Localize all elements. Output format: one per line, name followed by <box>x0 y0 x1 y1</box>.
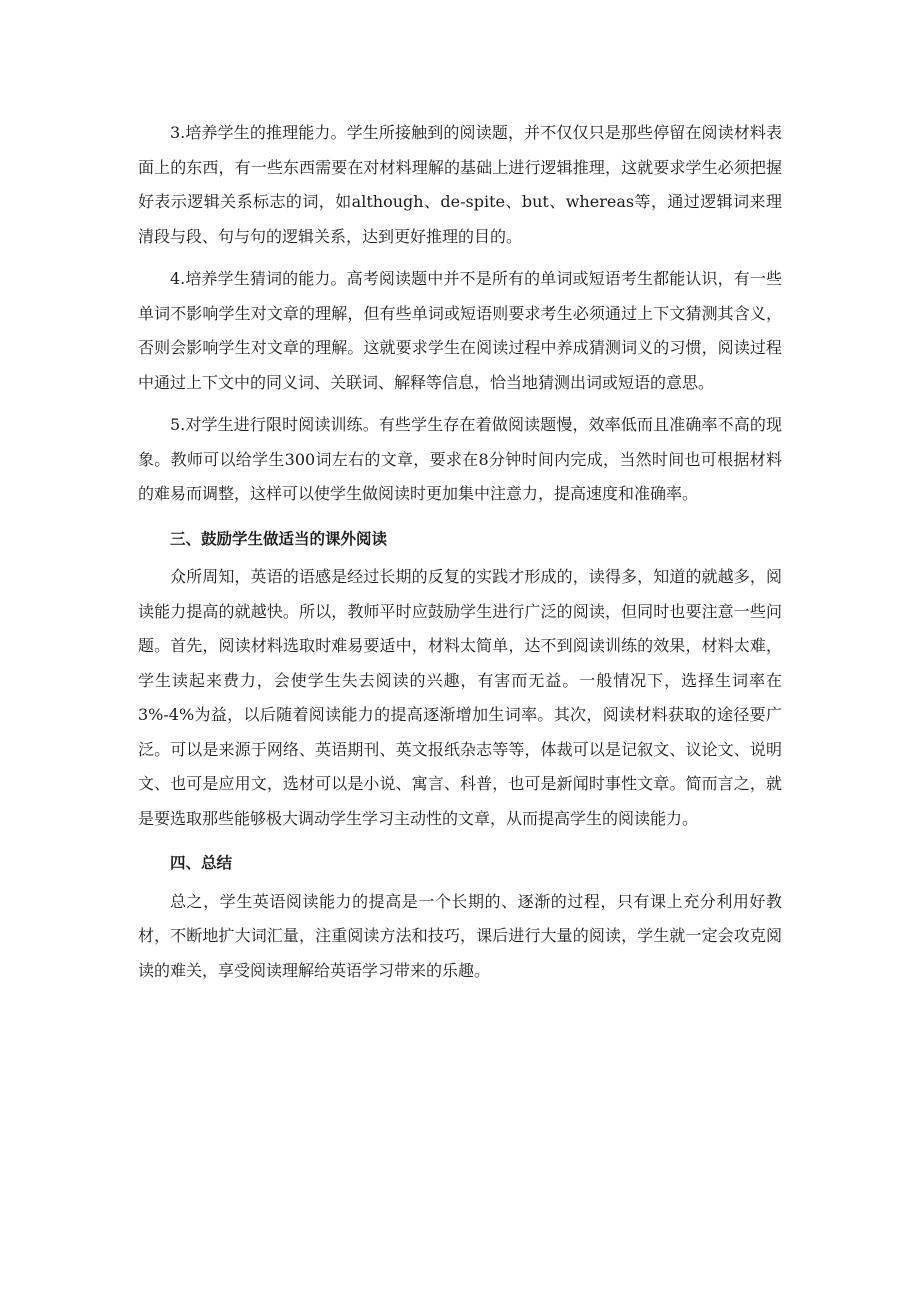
section-heading-extracurricular-reading: 三、鼓励学生做适当的课外阅读 <box>170 529 388 548</box>
paragraph-extracurricular-reading: 众所周知，英语的语感是经过长期的反复的实践才形成的，读得多，知道的就越多，阅读能力提高的就越快。所以，教师平时应鼓励学生进行广泛的阅读，但同时也要注意一些问题。首先，阅读材料选取时难易要适中，材料太简单，达不到阅读训练的效果，材料太难，学生读起来费力，会使学生失去阅读的兴趣，有害而无益。一般情况下，选择生词率在3%-4%为益，以后随着阅读能力的提高逐渐增加生词率。其次，阅读材料获取的途径要广泛。可以是来源于网络、英语期刊、英文报纸杂志等等，体裁可以是记叙文、议论文、说明文、也可是应用文，选材可以是小说、寓言、科普，也可是新闻时事性文章。简而言之，就是要选取那些能够极大调动学生学习主动性的文章，从而提高学生的阅读能力。 <box>138 567 782 828</box>
paragraph-word-guessing: 4.培养学生猜词的能力。高考阅读题中并不是所有的单词或短语考生都能认识，有一些单词不影响学生对文章的理解，但有些单词或短语则要求考生必须通过上下文猜测其含义，否则会影响学生对文章的理解。这就要求学生在阅读过程中养成猜测词义的习惯，阅读过程中通过上下文中的同义词、关联词、解释等信息，恰当地猜测出词或短语的意思。 <box>138 269 782 392</box>
paragraph-timed-reading: 5.对学生进行限时阅读训练。有些学生存在着做阅读题慢，效率低而且准确率不高的现象。教师可以给学生300词左右的文章，要求在8分钟时间内完成，当然时间也可根据材料的难易而调整，这样可以使学生做阅读时更加集中注意力，提高速度和准确率。 <box>138 415 782 503</box>
paragraph-summary: 总之，学生英语阅读能力的提高是一个长期的、逐渐的过程，只有课上充分利用好教材，不断地扩大词汇量，注重阅读方法和技巧，课后进行大量的阅读，学生就一定会攻克阅读的难关，享受阅读理解给英语学习带来的乐趣。 <box>138 891 782 980</box>
document-page <box>138 116 782 988</box>
section-heading-summary: 四、总结 <box>170 854 233 872</box>
paragraph-inference-ability: 3.培养学生的推理能力。学生所接触到的阅读题，并不仅仅只是那些停留在阅读材料表面上的东西，有一些东西需要在对材料理解的基础上进行逻辑推理，这就要求学生必须把握好表示逻辑关系标志的词，如although、de-spite、but、whereas等，通过逻辑词来理清段与段、句与句的逻辑关系，达到更好推理的目的。 <box>138 123 782 246</box>
